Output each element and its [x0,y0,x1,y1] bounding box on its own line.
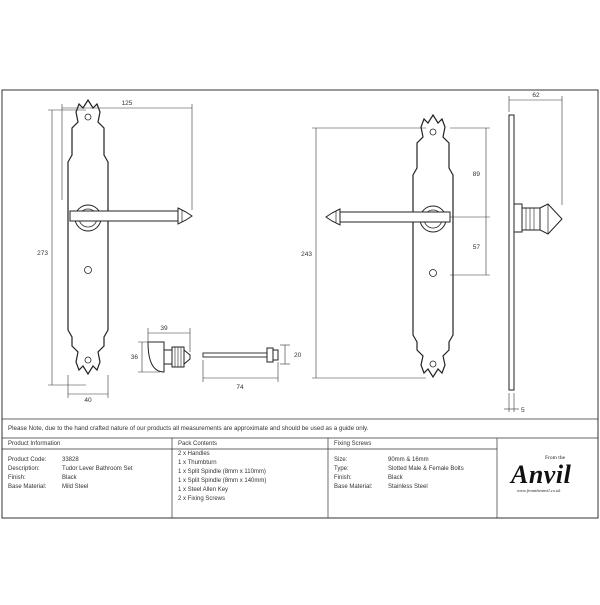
dim-plate-thickness [504,393,519,412]
label-upper-offset: 89 [472,171,480,178]
screw-label: Finish: [334,475,352,481]
label-spindle-length: 74 [236,384,244,391]
side-profile [509,115,562,390]
screw-value: 90mm & 16mm [388,457,429,463]
logo-url: www.fromtheanvil.co.uk [517,488,561,493]
disclaimer-note: Please Note, due to the hand crafted nature of our products all measurements are approximate and should be used as a guide only. [8,425,369,432]
dim-lever-offset [450,217,490,275]
fixing-screws-heading: Fixing Screws [334,441,372,447]
left-backplate [68,100,108,374]
dim-upper-offset [450,128,490,217]
info-row [8,475,77,481]
info-value: Tudor Lever Bathroom Set [62,466,133,472]
dim-base-width [68,375,108,398]
thumbturn [148,342,190,372]
screw-value: Slotted Male & Female Bolts [388,466,464,472]
info-value: Mild Steel [62,484,89,490]
screw-row [334,457,429,463]
product-information-heading: Product Information [8,441,61,447]
label-overall-height: 243 [301,251,312,258]
pack-item: 2 x Handles [178,451,210,457]
info-label: Description: [8,466,40,472]
label-spindle-height: 20 [294,352,302,359]
pack-item: 1 x Split Spindle (8mm x 110mm) [178,469,266,475]
screw-row [334,475,403,481]
pack-item: 2 x Fixing Screws [178,496,226,502]
spindle [203,348,278,362]
screw-value: Stainless Steel [388,484,428,490]
logo-from-the: From the [545,455,566,461]
label-thumb-width: 39 [160,325,168,332]
label-height-left: 273 [37,250,48,257]
pack-contents-column [172,438,328,518]
product-information-column [2,438,172,518]
info-label: Product Code: [8,457,47,463]
info-label: Base Material: [8,484,47,490]
label-projection: 62 [532,92,540,99]
anvil-logo [505,452,589,498]
pack-item: 1 x Thumbturn [178,460,217,466]
info-row [8,466,132,472]
label-base-width: 40 [84,397,92,404]
label-lever-offset: 57 [472,244,480,251]
screw-row [334,466,464,472]
screw-label: Base Material: [334,484,373,490]
logo-name: Anvil [511,460,572,489]
pack-contents-heading: Pack Contents [178,441,218,447]
info-value: Black [62,475,77,481]
label-plate-thickness: 5 [521,407,525,414]
screw-label: Size: [334,457,348,463]
screw-label: Type: [334,466,349,472]
info-value: 33828 [62,457,79,463]
fixing-screws-column [328,438,497,518]
screw-row [334,484,428,490]
info-label: Finish: [8,475,26,481]
info-row [8,457,79,463]
right-backplate [413,115,453,377]
label-thumb-height: 36 [130,354,138,361]
pack-item: 1 x Steel Allen Key [178,487,229,493]
pack-item: 1 x Split Spindle (8mm x 140mm) [178,478,267,484]
screw-value: Black [388,475,403,481]
label-width-top: 125 [121,100,133,107]
dim-projection [509,96,562,205]
info-row [8,484,88,490]
dim-overall-height [312,128,426,378]
